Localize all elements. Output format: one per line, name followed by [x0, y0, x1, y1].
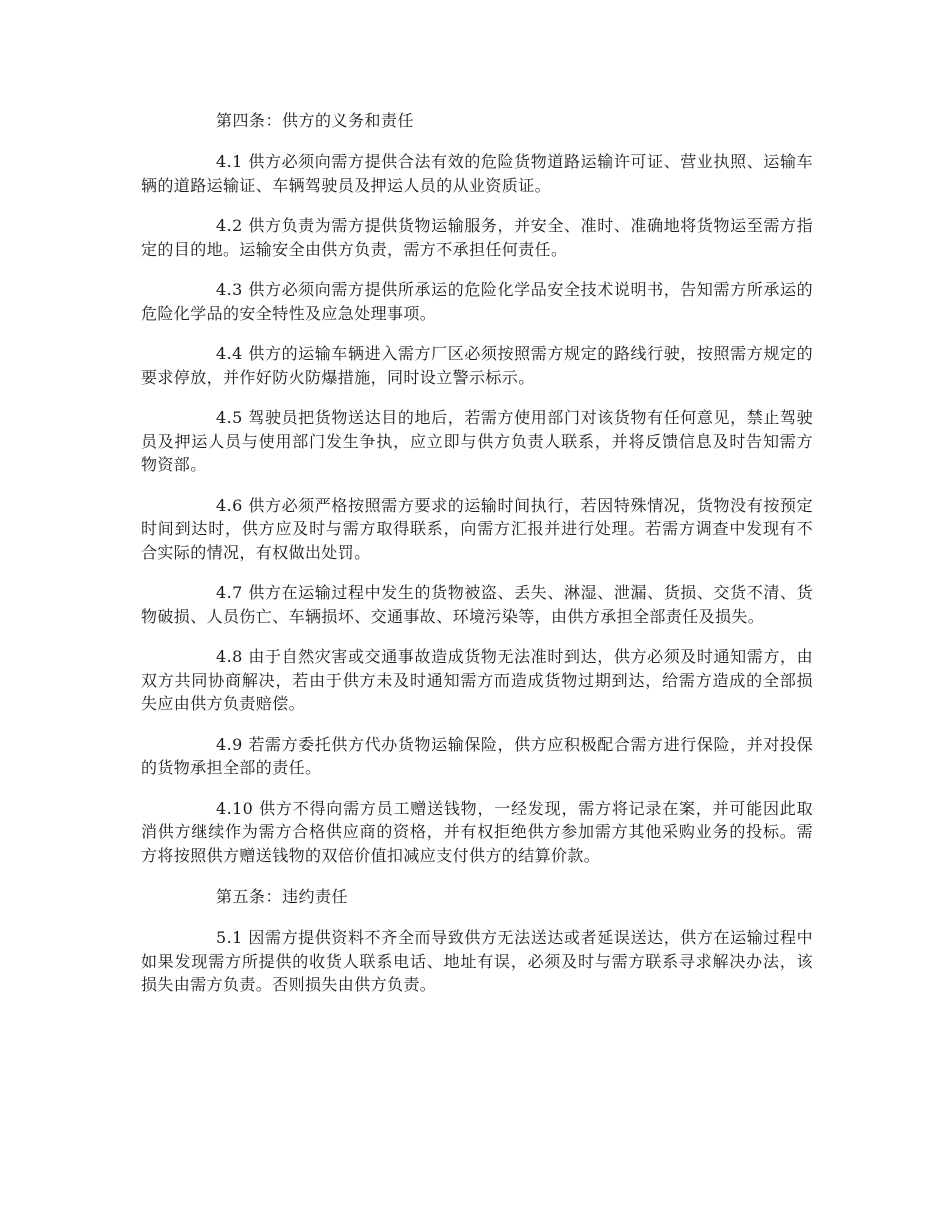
article-4-heading: 第四条：供方的义务和责任 — [216, 111, 415, 130]
article-5-heading: 第五条：违约责任 — [216, 887, 349, 906]
clause-4-10: 4.10 供方不得向需方员工赠送钱物，一经发现，需方将记录在案，并可能因此取消供方继续作为需方合格供应商的资格，并有权拒绝供方参加需方其他采购业务的投标。需方将按照供方赠送钱物的双倍价值扣减应支付供方的结算价款。 — [141, 798, 813, 865]
clause-4-6: 4.6 供方必须严格按照需方要求的运输时间执行，若因特殊情况，货物没有按预定时间到达时，供方应及时与需方取得联系，向需方汇报并进行处理。若需方调查中发现有不合实际的情况，有权做出处罚。 — [141, 495, 813, 562]
clause-4-9: 4.9 若需方委托供方代办货物运输保险，供方应积极配合需方进行保险，并对投保的货物承担全部的责任。 — [141, 734, 813, 777]
clause-4-8: 4.8 由于自然灾害或交通事故造成货物无法准时到达，供方必须及时通知需方，由双方共同协商解决，若由于供方未及时通知需方而造成货物过期到达，给需方造成的全部损失应由供方负责赔偿。 — [141, 647, 813, 713]
clause-4-7: 4.7 供方在运输过程中发生的货物被盗、丢失、淋湿、泄漏、货损、交货不清、货物破损、人员伤亡、车辆损坏、交通事故、环境污染等，由供方承担全部责任及损失。 — [141, 583, 813, 626]
clause-4-5: 4.5 驾驶员把货物送达目的地后，若需方使用部门对该货物有任何意见，禁止驾驶员及押运人员与使用部门发生争执，应立即与供方负责人联系，并将反馈信息及时告知需方物资部。 — [141, 408, 813, 474]
clause-4-4: 4.4 供方的运输车辆进入需方厂区必须按照需方规定的路线行驶，按照需方规定的要求停放，并作好防火防爆措施，同时设立警示标示。 — [141, 344, 813, 387]
clause-4-3: 4.3 供方必须向需方提供所承运的危险化学品安全技术说明书，告知需方所承运的危险化学品的安全特性及应急处理事项。 — [141, 280, 813, 323]
document-body — [141, 108, 813, 1014]
clause-5-1: 5.1 因需方提供资料不齐全而导致供方无法送达或者延误送达，供方在运输过程中如果发现需方所提供的收货人联系电话、地址有误，必须及时与需方联系寻求解决办法，该损失由需方负责。否则损失由供方负责。 — [141, 928, 813, 994]
clause-4-2: 4.2 供方负责为需方提供货物运输服务，并安全、准时、准确地将货物运至需方指定的目的地。运输安全由供方负责，需方不承担任何责任。 — [141, 216, 813, 259]
clause-4-1: 4.1 供方必须向需方提供合法有效的危险货物道路运输许可证、营业执照、运输车辆的道路运输证、车辆驾驶员及押运人员的从业资质证。 — [141, 152, 813, 195]
